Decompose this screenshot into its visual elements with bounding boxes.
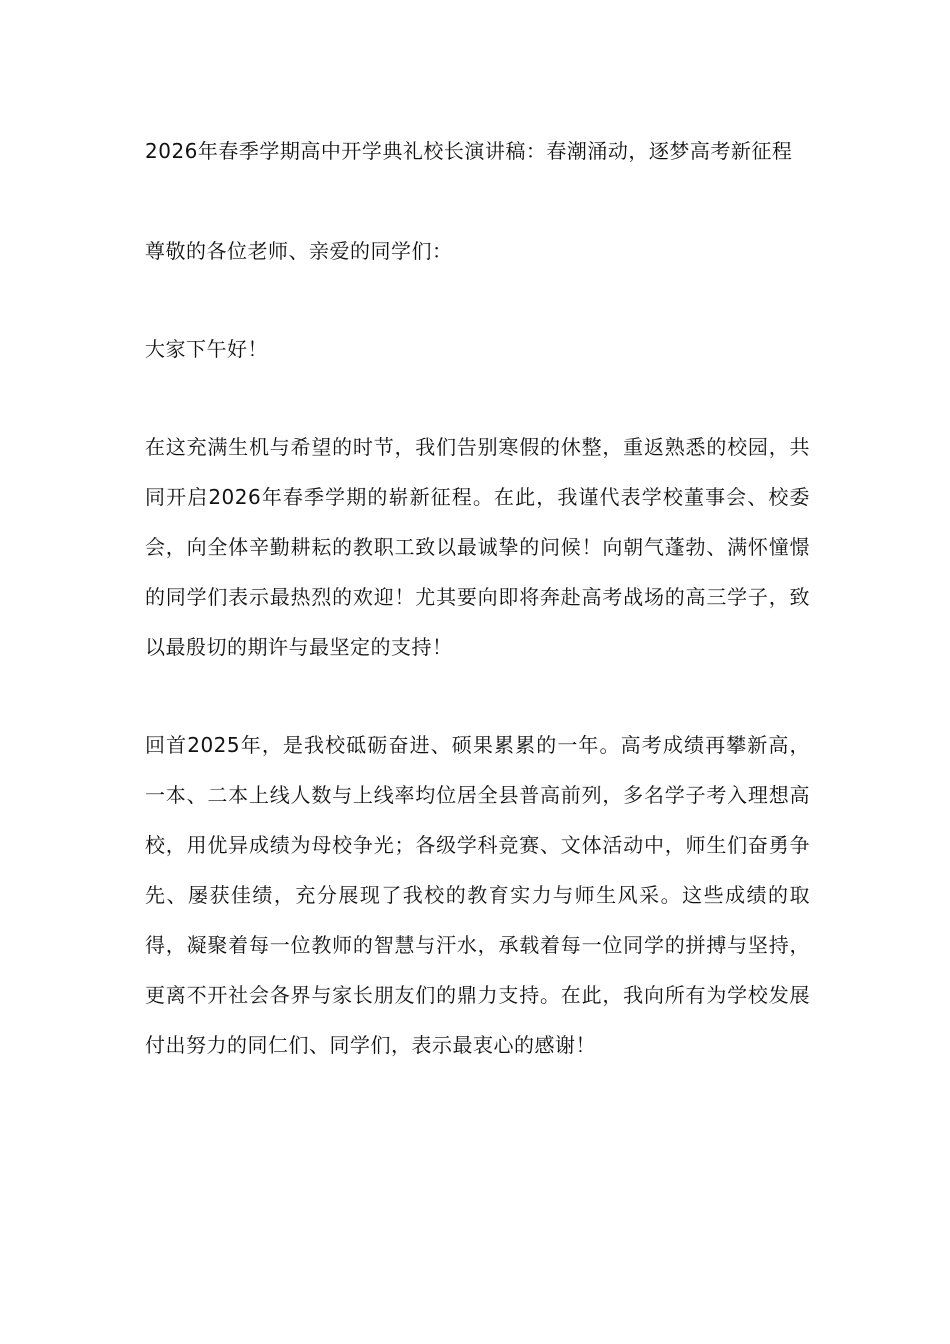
greeting: 大家下午好！ <box>145 337 268 361</box>
paragraph-review-2025: 回首2025年，是我校砥砺奋进、硕果累累的一年。高考成绩再攀新高，一本、二本上线人数与上线率均位居全县普高前列，多名学子考入理想高校，用优异成绩为母校争光；各级学科竞赛、文体活动中，师生们奋勇争先、屡获佳绩，充分展现了我校的教育实力与师生风采。这些成绩的取得，凝聚着每一位教师的智慧与汗水，承载着每一位同学的拼搏与坚持，更离不开社会各界与家长朋友们的鼎力支持。在此，我向所有为学校发展付出努力的同仁们、同学们，表示最衷心的感谢！ <box>145 733 810 1057</box>
paragraph-welcome: 在这充满生机与希望的时节，我们告别寒假的休整，重返熟悉的校园，共同开启2026年春季学期的崭新征程。在此，我谨代表学校董事会、校委会，向全体辛勤耕耘的教职工致以最诚挚的问候！向朝气蓬勃、满怀憧憬的同学们表示最热烈的欢迎！尤其要向即将奔赴高考战场的高三学子，致以最殷切的期许与最坚定的支持！ <box>145 435 810 659</box>
salutation: 尊敬的各位老师、亲爱的同学们： <box>145 239 453 263</box>
document-body <box>145 126 810 1118</box>
speech-title: 2026年春季学期高中开学典礼校长演讲稿：春潮涌动，逐梦高考新征程 <box>145 139 793 163</box>
